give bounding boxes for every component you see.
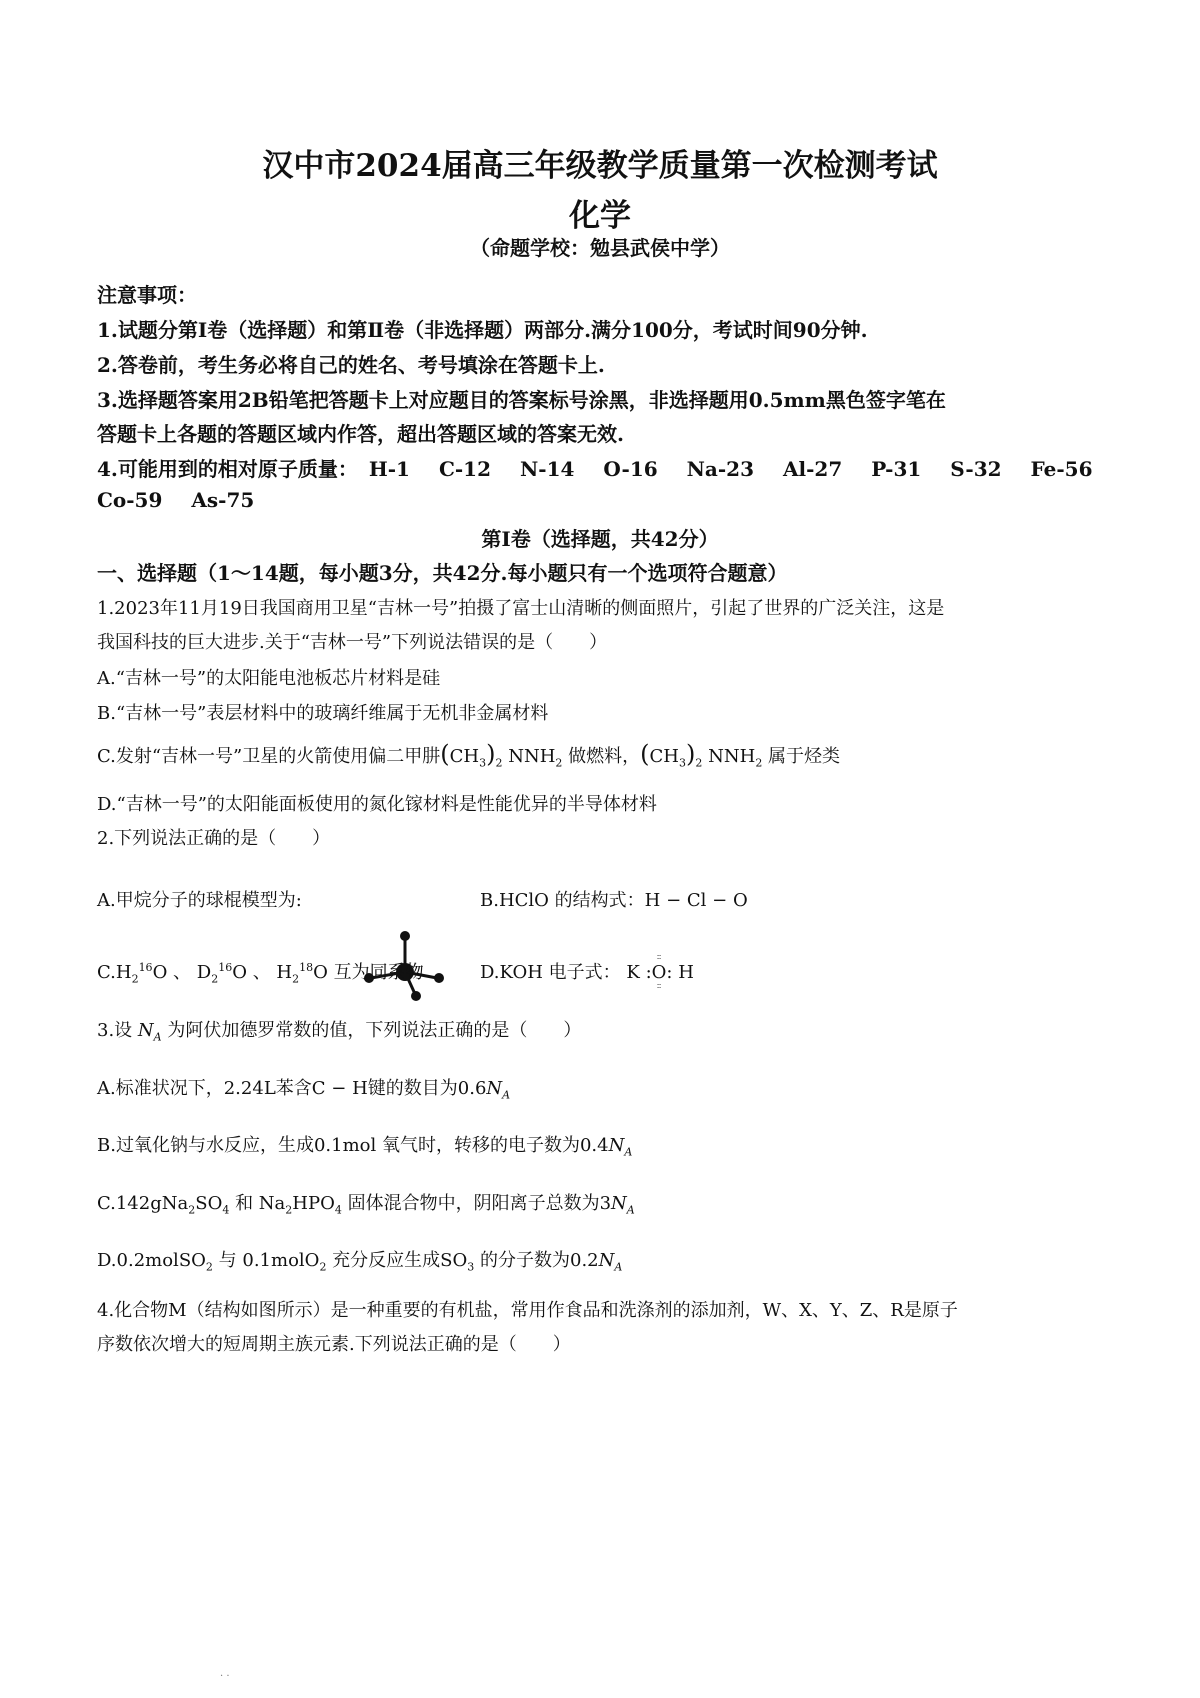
note-4 [97, 453, 1115, 482]
q2-option-b: B.HClO 的结构式：H − Cl − O [480, 890, 748, 911]
oxygen-with-dots: ∶∶ O ∶∶ [651, 953, 667, 991]
q2-option-d: D.KOH 电子式： K : ∶∶ O ∶∶ : H [480, 953, 694, 991]
q1-stem-2: 我国科技的巨大进步.关于“吉林一号”下列说法错误的是（ ） [97, 632, 608, 653]
mass-n: N-14 [519, 457, 575, 481]
q1-c-text-3: 属于烃类 [768, 746, 841, 767]
q1-option-c: C.发射“吉林一号”卫星的火箭使用偏二甲肼$(CH_3)_2$ $NNH_2$ 做燃料，$(CH_3)_2$ $NNH_2$ 属于烃类 [97, 740, 841, 770]
note-3b: 答题卡上各题的答题区域内作答，超出答题区域的答案无效. [97, 422, 624, 446]
q4-stem-2: 序数依次增大的短周期主族元素.下列说法正确的是（ ） [97, 1334, 571, 1355]
note-1: 1.试题分第Ⅰ卷（选择题）和第Ⅱ卷（非选择题）两部分.满分100分，考试时间90分钟. [97, 318, 868, 342]
note-4-cont [97, 488, 276, 512]
mass-p: P-31 [871, 457, 922, 481]
setter-school: （命题学校：勉县武侯中学） [470, 236, 730, 260]
q3-option-a: A.标准状况下，2.24L苯含C − H键的数目为$0.6N_A$ [97, 1078, 511, 1102]
note-3a: 3.选择题答案用2B铅笔把答题卡上对应题目的答案标号涂黑，非选择题用0.5mm黑色签字笔在 [97, 388, 946, 412]
note-4-label: 4.可能用到的相对原子质量： [97, 457, 358, 481]
mass-h: H-1 [368, 457, 410, 481]
koh-formula: KOH [499, 962, 543, 983]
subject-title: 化学 [569, 198, 631, 234]
part-heading: 一、选择题（1～14题，每小题3分，共42分.每小题只有一个选项符合题意） [97, 561, 788, 585]
q3-option-b: B.过氧化钠与水反应，生成0.1mol 氧气时，转移的电子数为$0.4N_A$ [97, 1135, 633, 1159]
exam-title: 汉中市2024届高三年级教学质量第一次检测考试 [262, 148, 938, 184]
q1-option-d: D.“吉林一号”的太阳能面板使用的氮化镓材料是性能优异的半导体材料 [97, 794, 657, 815]
q1-c-text-2: 做燃料， [568, 746, 641, 767]
mass-c: C-12 [438, 457, 492, 481]
hclo-structure: H − Cl − O [644, 890, 748, 911]
q2-option-a: A.甲烷分子的球棍模型为: [97, 890, 302, 911]
q1-option-a: A.“吉林一号”的太阳能电池板芯片材料是硅 [97, 668, 441, 689]
hclo-formula: HClO [498, 890, 549, 911]
mass-s: S-32 [950, 457, 1002, 481]
section-title: 第Ⅰ卷（选择题，共42分） [481, 527, 719, 551]
page-mark: . . [220, 1668, 230, 1679]
q1-c-text-1: C.发射“吉林一号”卫星的火箭使用偏二甲肼 [97, 746, 441, 767]
q1-option-b: B.“吉林一号”表层材料中的玻璃纤维属于无机非金属材料 [97, 703, 549, 724]
q3-option-c: $C.142gNa_2SO_4$ 和 $Na_2HPO_4$ 固体混合物中，阴阳离子总数为$3N_A$ [97, 1193, 635, 1217]
mass-co: Co-59 [97, 488, 163, 512]
mass-fe: Fe-56 [1030, 457, 1093, 481]
mass-al: Al-27 [782, 457, 843, 481]
q1-stem-1: 1.2023年11月19日我国商用卫星“吉林一号”拍摄了富士山清晰的侧面照片，引起了世界的广泛关注，这是 [97, 598, 945, 619]
notes-heading: 注意事项： [97, 283, 197, 307]
mass-as: As-75 [191, 488, 255, 512]
q3-stem: 3.设 $N_A$ 为阿伏加德罗常数的值，下列说法正确的是（ ） [97, 1020, 582, 1044]
mass-na: Na-23 [686, 457, 755, 481]
q2-stem: 2.下列说法正确的是（ ） [97, 828, 331, 849]
note-2: 2.答卷前，考生务必将自己的姓名、考号填涂在答题卡上. [97, 353, 605, 377]
koh-electron-formula: K : ∶∶ O ∶∶ : H [626, 953, 694, 991]
q2-c-text: 互为同系物 [333, 962, 424, 983]
mass-o: O-16 [603, 457, 658, 481]
q4-stem-1: 4.化合物M（结构如图所示）是一种重要的有机盐，常用作食品和洗涤剂的添加剂，W、X、Y、Z、R是原子 [97, 1300, 958, 1321]
q3-option-d: D.0.2molSO$_2$ 与 0.1molO$_2$ 充分反应生成$SO_3$ 的分子数为$0.2N_A$ [97, 1250, 623, 1274]
q2-option-c: $C.H_2^{16}O$ 、 $D_2^{16}O$ 、 $H_2^{18}O$ 互为同系物 [97, 961, 424, 986]
